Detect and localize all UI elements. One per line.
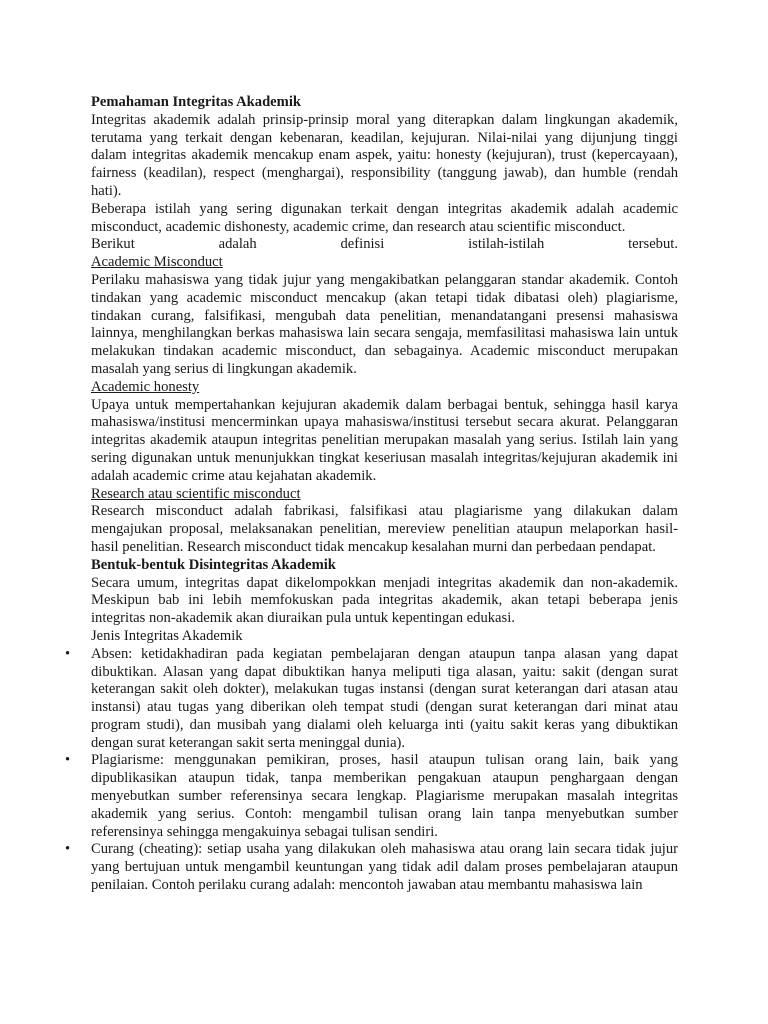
list-item-text: Curang (cheating): setiap usaha yang dilakukan oleh mahasiswa atau orang lain secara tidak jujur yang bertujuan untuk mengambil keuntungan yang tidak adil dalam proses pembelajaran ataupun penilaian. Contoh perilaku curang adalah: mencontoh jawaban atau membantu mahasiswa lain xyxy=(91,841,678,894)
intro-word: istilah-istilah xyxy=(468,236,545,253)
list-item xyxy=(65,841,678,894)
section-body-honesty: Upaya untuk mempertahankan kejujuran akademik dalam berbagai bentuk, sehingga hasil karya mahasiswa/institusi mencerminkan upaya mahasiswa/institusi tersebut secara akurat. Pelanggaran integritas akademik ataupun integritas penelitian merupakan masalah yang serius. Istilah lain yang sering digunakan untuk menunjukkan tingkat keseriusan masalah integritas/kejujuran akademik ini adalah academic crime atau kejahatan akademik. xyxy=(91,396,678,484)
intro-paragraph-1: Integritas akademik adalah prinsip-prinsip moral yang diterapkan dalam lingkungan akademik, terutama yang terkait dengan kebenaran, keadilan, kejujuran. Nilai-nilai yang dijunjung tinggi dalam integritas akademik mencakup enam aspek, yaitu: honesty (kejujuran), trust (kepercayaan), fairness (keadilan), respect (menghargai), responsibility (tanggung jawab), dan humble (rendah hati). xyxy=(91,111,678,199)
intro-paragraph-2: Beberapa istilah yang sering digunakan terkait dengan integritas akademik adalah academic misconduct, academic dishonesty, academic crime, dan research atau scientific misconduct. xyxy=(91,200,678,235)
section-heading-honesty: Academic honesty xyxy=(91,378,200,395)
list-item-text: Plagiarisme: menggunakan pemikiran, proses, hasil ataupun tulisan orang lain, baik yang dipublikasikan ataupun tidak, tanpa memberikan pengakuan ataupun penghargaan dengan menyebutkan sumber referensinya secara lengkap. Plagiarisme merupakan masalah integritas akademik yang serius. Contoh: mengambil tulisan orang lain tanpa menyebutkan sumber referensinya sehingga mengakuinya sebagai tulisan sendiri. xyxy=(91,752,678,840)
section-body-misconduct: Perilaku mahasiswa yang tidak jujur yang mengakibatkan pelanggaran standar akademik. Contoh tindakan yang academic misconduct mencakup (akan tetapi tidak dibatasi oleh) plagiarisme, tindakan curang, falsifikasi, mengubah data penelitian, menandatangani presensi mahasiswa lainnya, menghilangkan berkas mahasiswa lain secara sengaja, memfasilitasi mahasiswa lain untuk melakukan tindakan academic misconduct, dan sebagainya. Academic misconduct merupakan masalah yang serius di lingkungan akademik. xyxy=(91,271,678,377)
list-item xyxy=(65,645,678,753)
section-subheading-types: Jenis Integritas Akademik xyxy=(91,627,243,644)
list-item-text: Absen: ketidakhadiran pada kegiatan pembelajaran dengan ataupun tanpa alasan yang dapat dibuktikan. Alasan yang dapat dibuktikan hanya meliputi tiga alasan, yaitu: sakit (dengan surat keterangan sakit oleh dokter), melakukan tugas instansi (dengan surat keterangan dari atasan atau instansi) atau tugas yang diberikan oleh tempat studi (dengan surat keterangan dari minat atau program studi), dan musibah yang dialami oleh keluarga inti (yaitu sakit keras yang dibuktikan dengan surat keterangan sakit serta meninggal dunia). xyxy=(91,645,678,751)
intro-word: Berikut xyxy=(91,236,135,253)
intro-word: definisi xyxy=(340,236,385,253)
bullet-icon: • xyxy=(65,645,71,662)
integrity-types-list xyxy=(65,645,678,895)
section-heading-misconduct: Academic Misconduct xyxy=(91,254,223,271)
section-body-forms: Secara umum, integritas dapat dikelompokkan menjadi integritas akademik dan non-akademik. Meskipun bab ini lebih memfokuskan pada integritas akademik, akan tetapi beberapa jenis integritas non-akademik akan diuraikan pula untuk kepentingan edukasi. xyxy=(91,574,678,627)
section-heading-research: Research atau scientific misconduct xyxy=(91,485,301,502)
document-page xyxy=(65,94,678,895)
bullet-icon: • xyxy=(65,841,71,858)
intro-word: adalah xyxy=(218,236,257,253)
list-item xyxy=(65,752,678,841)
intro-word: tersebut. xyxy=(628,236,678,253)
section-body-research: Research misconduct adalah fabrikasi, falsifikasi atau plagiarisme yang dilakukan dalam mengajukan proposal, melaksanakan penelitian, mereview penelitian ataupun melaporkan hasil-hasil penelitian. Research misconduct tidak mencakup kesalahan murni dan perbedaan pendapat. xyxy=(91,503,678,555)
section-heading-forms: Bentuk-bentuk Disintegritas Akademik xyxy=(91,556,336,573)
document-title: Pemahaman Integritas Akademik xyxy=(91,94,301,110)
intro-paragraph-3 xyxy=(91,236,678,254)
bullet-icon: • xyxy=(65,752,71,769)
